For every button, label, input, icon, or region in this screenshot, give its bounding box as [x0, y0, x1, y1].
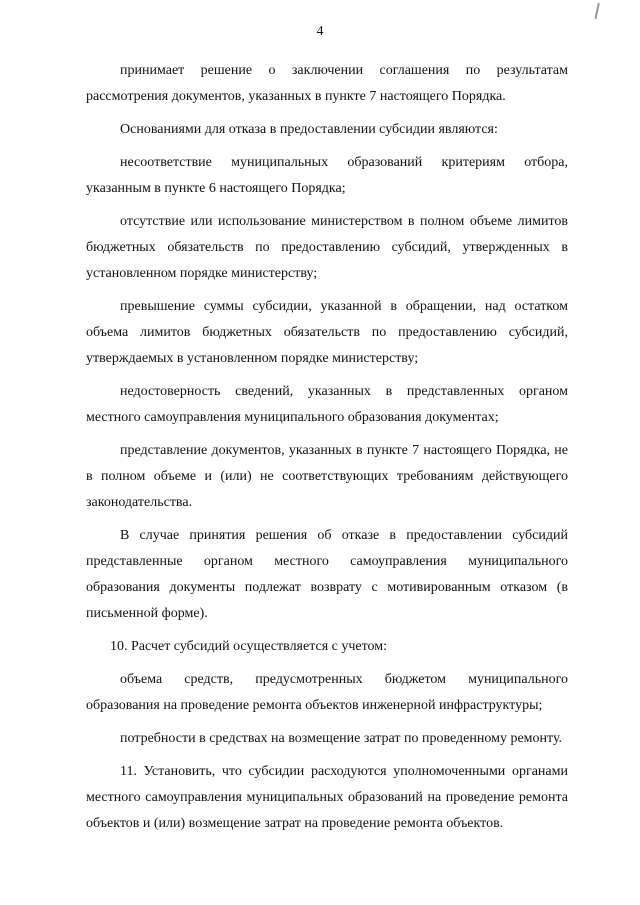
- paragraph-cost-needs: потребности в средствах на возмещение затрат по проведенному ремонту.: [120, 731, 563, 746]
- paragraph-incomplete-docs: представление документов, указанных в пункте 7 настоящего Порядка, не в полном объеме и (или) не соответствующих требованиям действующего законодательства.: [86, 443, 568, 510]
- paragraph-item-11: 11. Установить, что субсидии расходуются уполномоченными органами местного самоуправления муниципальных образований на проведение ремонта объектов и (или) возмещение затрат на проведение ремонта объектов.: [86, 764, 568, 831]
- paragraph-decision: принимает решение о заключении соглашения по результатам рассмотрения документов, указанных в пункте 7 настоящего Порядка.: [86, 63, 568, 104]
- page-number: 4: [316, 24, 324, 39]
- paragraph-refusal-grounds: Основаниями для отказа в предоставлении субсидии являются:: [120, 122, 498, 137]
- document-body: [86, 58, 568, 837]
- paragraph-limits-absence: отсутствие или использование министерством в полном объеме лимитов бюджетных обязательств по предоставлению субсидий, утвержденных в установленном порядке министерству;: [86, 214, 568, 281]
- paragraph-budget-volume: объема средств, предусмотренных бюджетом муниципального образования на проведение ремонта объектов инженерной инфраструктуры;: [86, 672, 568, 713]
- paragraph-criteria-mismatch: несоответствие муниципальных образований критериям отбора, указанным в пункте 6 настоящего Порядка;: [86, 155, 568, 196]
- paragraph-item-10: 10. Расчет субсидий осуществляется с учетом:: [110, 639, 388, 654]
- scan-mark: [594, 3, 609, 21]
- paragraph-sum-excess: превышение суммы субсидии, указанной в обращении, над остатком объема лимитов бюджетных обязательств по предоставлению субсидий, утверждаемых в установленном порядке министерству;: [86, 299, 568, 366]
- paragraph-unreliable-info: недостоверность сведений, указанных в представленных органом местного самоуправления муниципального образования документах;: [86, 384, 568, 425]
- paragraph-docs-return: В случае принятия решения об отказе в предоставлении субсидий представленные органом местного самоуправления муниципального образования документы подлежат возврату с мотивированным отказом (в письменной форме).: [86, 528, 568, 621]
